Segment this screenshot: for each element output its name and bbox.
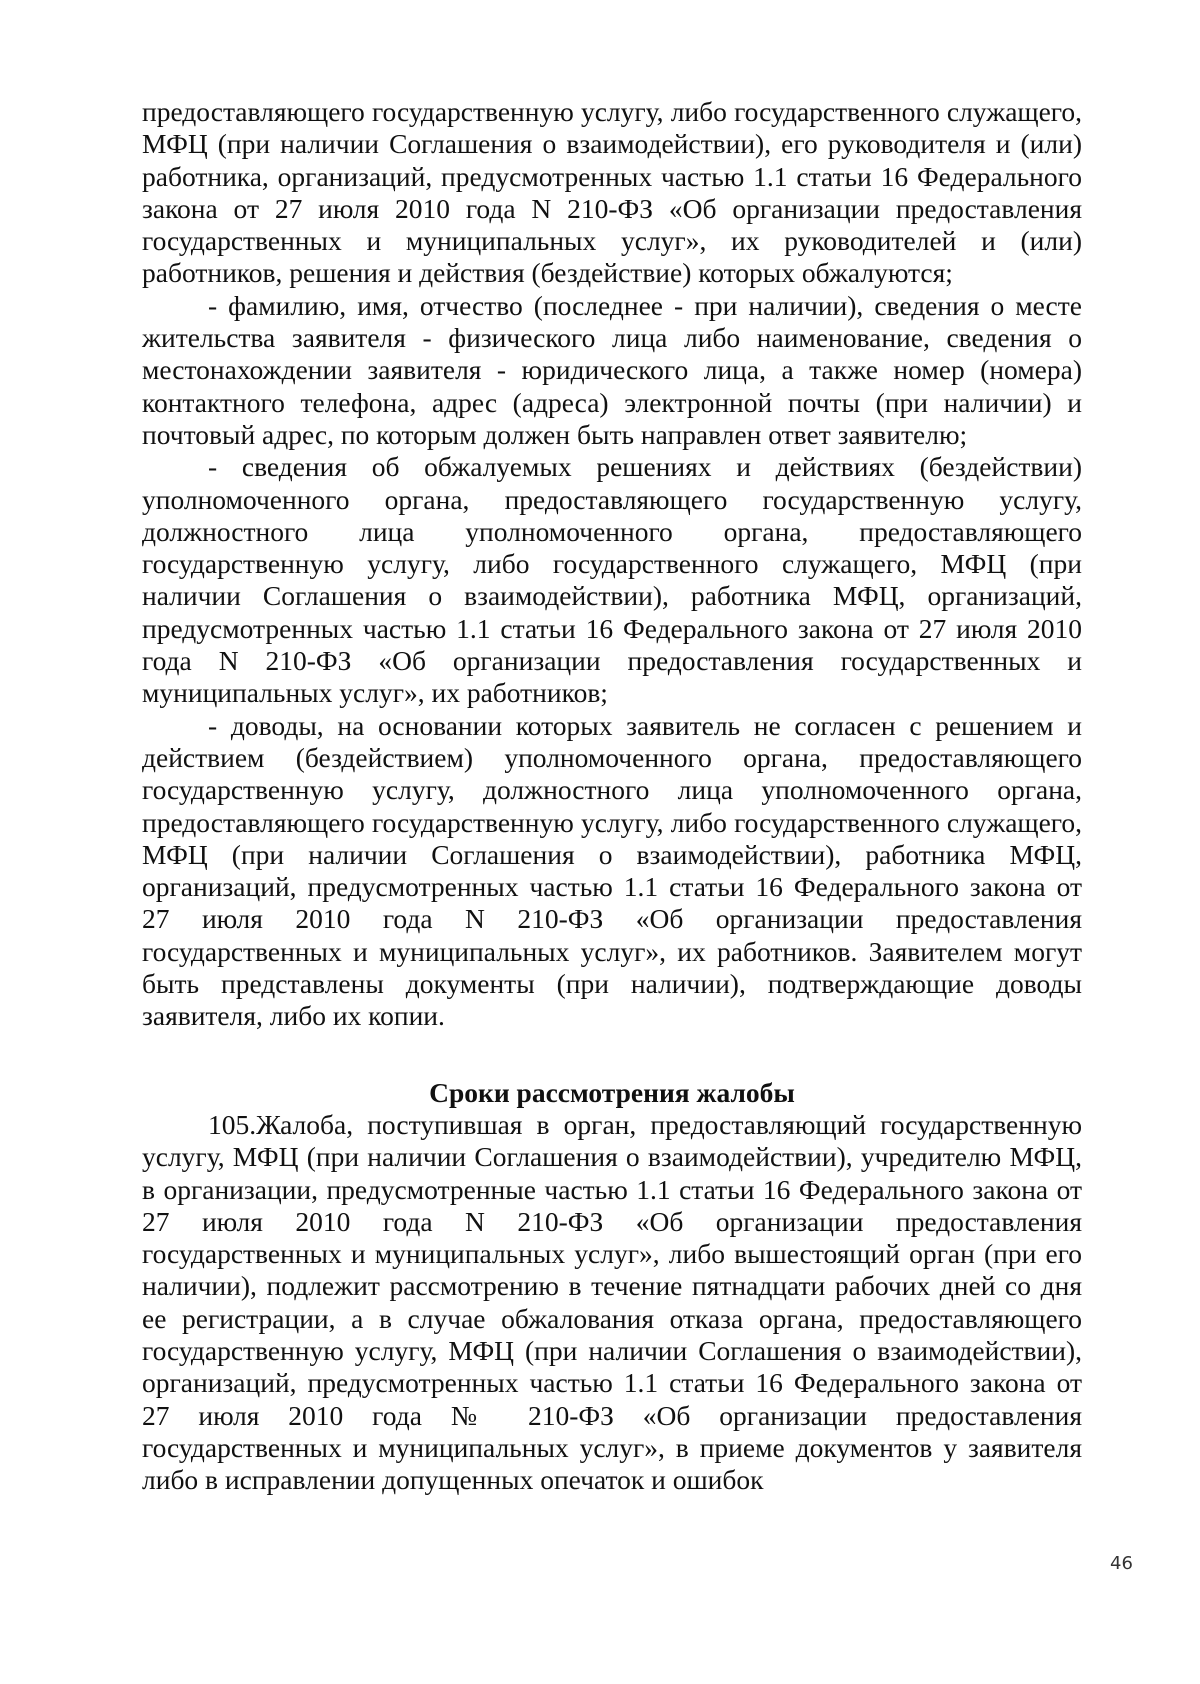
paragraph-105: 105.Жалоба, поступившая в орган, предоставляющий государственную услугу, МФЦ (при наличии Соглашения о взаимодействии), учредителю МФЦ, в организации, предусмотренные частью 1.1 статьи 16 Федерального закона от 27 июля 2010 года N 210-ФЗ «Об организации предоставления государственных и муниципальных услуг», либо вышестоящий орган (при его наличии), подлежит рассмотрению в течение пятнадцати рабочих дней со дня ее регистрации, а в случае обжалования отказа органа, предоставляющего государственную услугу, МФЦ (при наличии Соглашения о взаимодействии), организаций, предусмотренных частью 1.1 статьи 16 Федерального закона от 27 июля 2010 года № 210-ФЗ «Об организации предоставления государственных и муниципальных услуг», в приеме документов у заявителя либо в исправлении допущенных опечаток и ошибок [142,1108,1082,1496]
document-page [142,96,1082,1496]
paragraph-applicant-name: - фамилию, имя, отчество (последнее - при наличии), сведения о месте жительства заявителя - физического лица либо наименование, сведения о местонахождении заявителя - юридического лица, а также номер (номера) контактного телефона, адрес (адреса) электронной почты (при наличии) и почтовый адрес, по которым должен быть направлен ответ заявителю; [142,289,1082,450]
page-number: 46 [1110,1553,1133,1574]
paragraph-arguments: - доводы, на основании которых заявитель не согласен с решением и действием (бездействием) уполномоченного органа, предоставляющего государственную услугу, должностного лица уполномоченного органа, предоставляющего государственную услугу, либо государственного служащего, МФЦ (при наличии Соглашения о взаимодействии), работника МФЦ, организаций, предусмотренных частью 1.1 статьи 16 Федерального закона от 27 июля 2010 года N 210-ФЗ «Об организации предоставления государственных и муниципальных услуг», их работников. Заявителем могут быть представлены документы (при наличии), подтверждающие доводы заявителя, либо их копии. [142,709,1082,1032]
paragraph-appealed-decisions: - сведения об обжалуемых решениях и действиях (бездействии) уполномоченного органа, предоставляющего государственную услугу, должностного лица уполномоченного органа, предоставляющего государственную услугу, либо государственного служащего, МФЦ (при наличии Соглашения о взаимодействии), работника МФЦ, организаций, предусмотренных частью 1.1 статьи 16 Федерального закона от 27 июля 2010 года N 210-ФЗ «Об организации предоставления государственных и муниципальных услуг», их работников; [142,451,1082,709]
paragraph-continuation: предоставляющего государственную услугу, либо государственного служащего, МФЦ (при наличии Соглашения о взаимодействии), его руководителя и (или) работника, организаций, предусмотренных частью 1.1 статьи 16 Федерального закона от 27 июля 2010 года N 210-ФЗ «Об организации предоставления государственных и муниципальных услуг», их руководителей и (или) работников, решения и действия (бездействие) которых обжалуются; [142,96,1082,289]
section-title: Сроки рассмотрения жалобы [429,1076,795,1108]
